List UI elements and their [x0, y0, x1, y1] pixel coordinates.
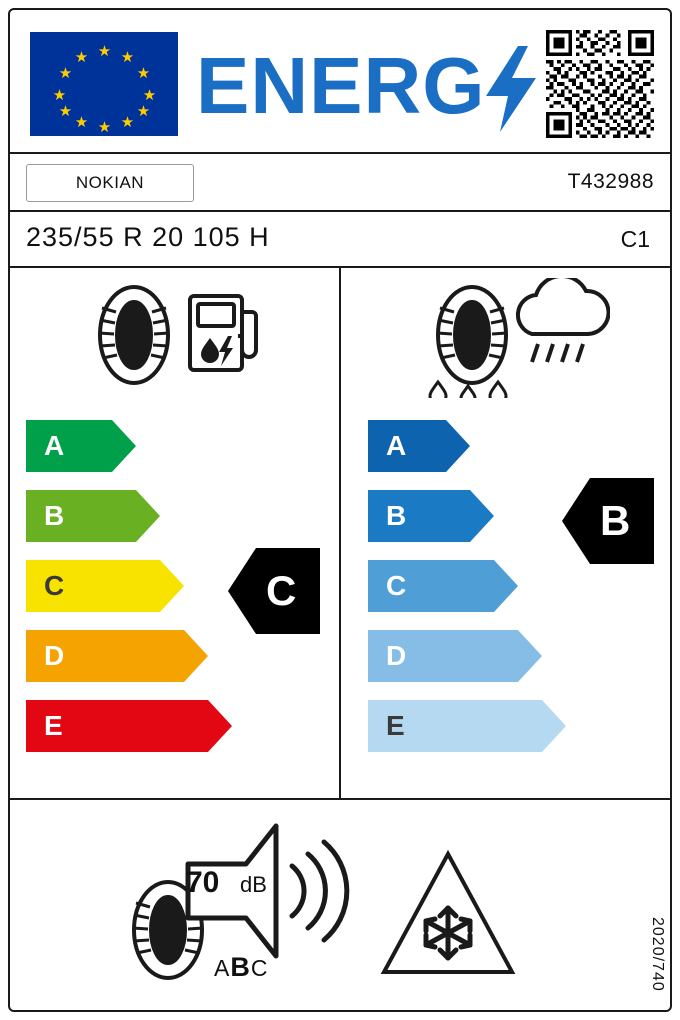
noise-class-c: C [250, 955, 269, 981]
tyre-rain-cloud-icon [420, 278, 610, 398]
noise-class-scale [214, 952, 268, 983]
divider-header [10, 152, 670, 154]
divider-brand [10, 210, 670, 212]
noise-class-a: A [214, 955, 231, 981]
date-code: 2020/740 [649, 917, 666, 992]
wet-grade-label-e: E [386, 710, 405, 741]
snowflake-mountain-icon [378, 846, 518, 986]
divider-center [339, 266, 341, 798]
divider-noise [10, 798, 670, 800]
fuel-grade-label-a: A [44, 430, 65, 461]
fuel-grade-label-c: C [44, 570, 65, 601]
tire-size: 235/55 R 20 105 H [26, 222, 270, 252]
fuel-rating-badge-label: C [266, 567, 297, 614]
type-code: T432988 [567, 170, 654, 193]
noise-class-current: B [230, 952, 251, 982]
brand-box: NOKIAN [26, 164, 194, 202]
page-title: ENERG [196, 41, 486, 130]
tyre-fuel-pump-icon [86, 278, 266, 388]
noise-unit: dB [240, 872, 267, 897]
fuel-grade-label-b: B [44, 500, 65, 531]
wet-grade-label-b: B [386, 500, 407, 531]
fuel-grade-label-d: D [44, 640, 65, 671]
eu-flag: ★ ★ ★ ★ ★ ★ ★ ★ ★ ★ ★ ★ [30, 32, 178, 136]
qr-code-icon [546, 30, 654, 138]
tyre-class: C1 [620, 226, 650, 252]
wet-grade-label-a: A [386, 430, 407, 461]
noise-value: 70 [186, 866, 220, 899]
wet-grade-label-c: C [386, 570, 407, 601]
wet-grade-label-d: D [386, 640, 407, 671]
fuel-grade-label-e: E [44, 710, 63, 741]
wet-rating-badge-label: B [600, 497, 631, 544]
lightning-bolt-icon [484, 46, 536, 132]
